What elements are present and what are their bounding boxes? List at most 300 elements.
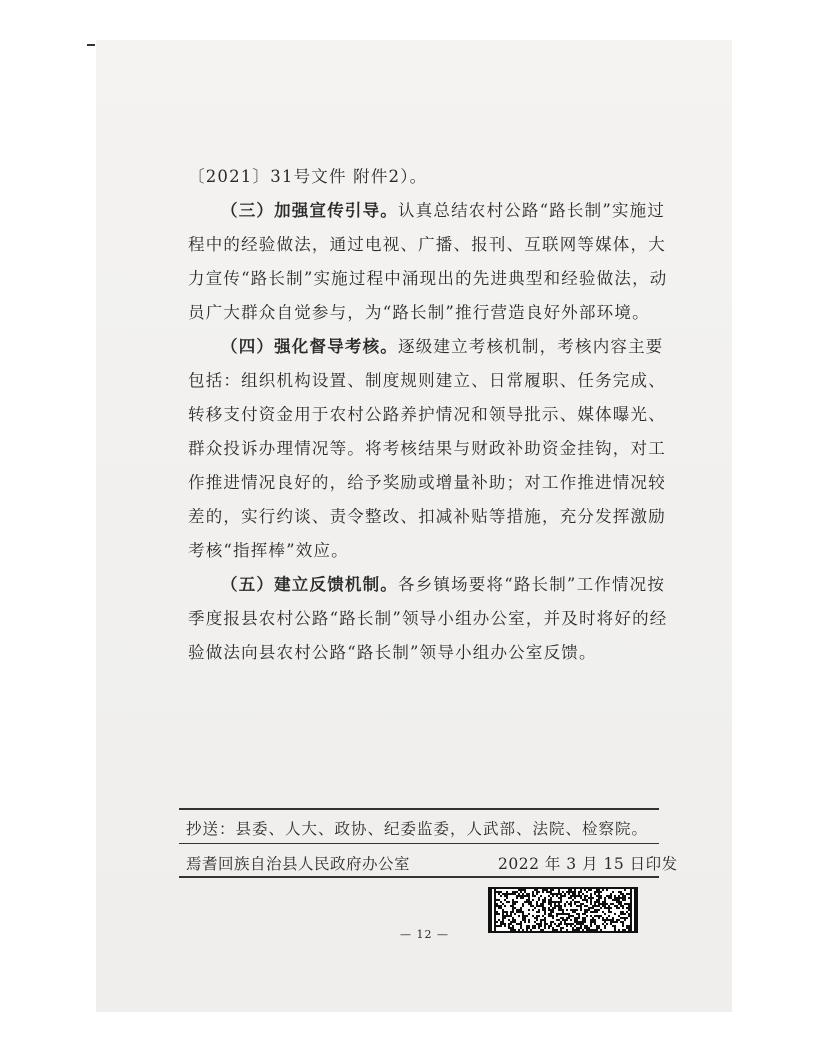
barcode-module: [512, 901, 514, 903]
barcode-module: [516, 891, 518, 893]
barcode-module: [520, 921, 522, 923]
barcode-module: [534, 895, 536, 897]
barcode-module: [574, 901, 576, 903]
barcode-module: [626, 907, 628, 909]
barcode-module: [630, 911, 632, 913]
barcode-module: [612, 903, 614, 905]
barcode-module: [584, 921, 586, 923]
barcode-module: [544, 909, 546, 911]
barcode-module: [596, 889, 598, 891]
barcode-module: [500, 925, 502, 927]
barcode-module: [598, 895, 600, 897]
barcode-module: [534, 927, 536, 929]
barcode-module: [612, 919, 614, 921]
barcode-module: [598, 905, 600, 907]
barcode-module: [526, 929, 528, 931]
barcode-module: [600, 903, 602, 905]
barcode-module: [512, 909, 514, 911]
barcode-module: [564, 905, 566, 907]
barcode-module: [590, 921, 592, 923]
barcode-module: [634, 897, 636, 899]
barcode-module: [584, 925, 586, 927]
barcode-module: [558, 905, 560, 907]
barcode-module: [540, 929, 542, 931]
barcode-module: [594, 915, 596, 917]
section-3-heading: （三）加强宣传引导。: [221, 201, 398, 220]
barcode-module: [584, 895, 586, 897]
barcode-module: [624, 889, 626, 891]
barcode-module: [534, 917, 536, 919]
barcode-module: [558, 919, 560, 921]
scan-corner-mark: [87, 44, 95, 46]
barcode-module: [618, 897, 620, 899]
barcode-module: [550, 923, 552, 925]
barcode-module: [536, 893, 538, 895]
barcode-module: [576, 929, 578, 931]
issuing-office: 焉耆回族自治县人民政府办公室: [186, 855, 411, 873]
barcode-module: [604, 903, 606, 905]
barcode-module: [562, 927, 564, 929]
barcode-module: [496, 903, 498, 905]
barcode-graphic: [490, 889, 636, 931]
barcode-module: [590, 897, 592, 899]
barcode-module: [622, 929, 624, 931]
barcode-module: [620, 911, 622, 913]
barcode-module: [582, 893, 584, 895]
barcode-module: [578, 927, 580, 929]
barcode-module: [590, 903, 592, 905]
barcode-module: [608, 895, 610, 897]
barcode-module: [490, 893, 492, 895]
barcode-module: [606, 903, 608, 905]
barcode-module: [556, 913, 558, 915]
barcode-module: [574, 925, 576, 927]
barcode-module: [544, 911, 546, 913]
barcode-module: [612, 891, 614, 893]
barcode-module: [630, 889, 632, 891]
barcode-module: [532, 915, 534, 917]
barcode-module: [624, 895, 626, 897]
barcode-module: [548, 899, 550, 901]
barcode-module: [600, 897, 602, 899]
barcode-module: [548, 901, 550, 903]
barcode-module: [542, 901, 544, 903]
barcode-module: [508, 919, 510, 921]
barcode-module: [628, 925, 630, 927]
barcode-module: [616, 905, 618, 907]
barcode-module: [556, 893, 558, 895]
barcode-module: [584, 899, 586, 901]
barcode-module: [548, 903, 550, 905]
barcode-module: [494, 921, 496, 923]
barcode-module: [616, 907, 618, 909]
barcode-module: [612, 921, 614, 923]
barcode-module: [618, 899, 620, 901]
barcode-module: [496, 899, 498, 901]
barcode-module: [582, 913, 584, 915]
barcode-module: [630, 897, 632, 899]
barcode-module: [504, 911, 506, 913]
barcode-module: [610, 903, 612, 905]
barcode-module: [572, 923, 574, 925]
barcode-module: [528, 909, 530, 911]
barcode-module: [604, 905, 606, 907]
barcode-module: [630, 923, 632, 925]
barcode-module: [590, 923, 592, 925]
barcode-module: [552, 917, 554, 919]
barcode-module: [560, 897, 562, 899]
barcode-module: [622, 893, 624, 895]
barcode-module: [634, 925, 636, 927]
barcode-module: [564, 903, 566, 905]
barcode-module: [560, 907, 562, 909]
barcode-module: [626, 893, 628, 895]
barcode-module: [514, 921, 516, 923]
barcode-module: [626, 903, 628, 905]
barcode-module: [566, 923, 568, 925]
barcode-module: [570, 895, 572, 897]
barcode-module: [590, 915, 592, 917]
barcode-module: [528, 903, 530, 905]
barcode-module: [596, 929, 598, 931]
barcode-module: [578, 929, 580, 931]
barcode-module: [526, 925, 528, 927]
barcode-module: [532, 895, 534, 897]
barcode-module: [522, 895, 524, 897]
barcode-module: [550, 897, 552, 899]
barcode-module: [608, 919, 610, 921]
barcode-module: [528, 897, 530, 899]
barcode-module: [544, 899, 546, 901]
barcode-module: [560, 905, 562, 907]
barcode-module: [538, 891, 540, 893]
barcode-module: [550, 899, 552, 901]
barcode-module: [578, 917, 580, 919]
barcode-module: [504, 895, 506, 897]
barcode-module: [512, 893, 514, 895]
barcode-module: [538, 897, 540, 899]
barcode-module: [634, 921, 636, 923]
barcode-module: [618, 903, 620, 905]
barcode-module: [520, 923, 522, 925]
barcode-module: [510, 911, 512, 913]
barcode-module: [618, 891, 620, 893]
barcode-module: [634, 923, 636, 925]
barcode-module: [548, 927, 550, 929]
barcode-module: [500, 923, 502, 925]
barcode-module: [580, 923, 582, 925]
barcode-module: [530, 903, 532, 905]
barcode-module: [604, 899, 606, 901]
barcode-module: [522, 913, 524, 915]
barcode-module: [552, 907, 554, 909]
barcode-module: [604, 919, 606, 921]
barcode-module: [560, 909, 562, 911]
barcode-module: [544, 923, 546, 925]
barcode-module: [524, 917, 526, 919]
barcode-module: [620, 893, 622, 895]
barcode-module: [514, 903, 516, 905]
barcode-module: [626, 911, 628, 913]
barcode-module: [634, 899, 636, 901]
barcode-module: [622, 913, 624, 915]
barcode-module: [544, 901, 546, 903]
barcode-module: [580, 921, 582, 923]
barcode-module: [504, 915, 506, 917]
barcode-module: [614, 899, 616, 901]
barcode-module: [490, 909, 492, 911]
barcode-module: [554, 893, 556, 895]
barcode-module: [564, 921, 566, 923]
barcode-module: [598, 927, 600, 929]
barcode-module: [614, 895, 616, 897]
barcode-module: [564, 895, 566, 897]
barcode-module: [528, 921, 530, 923]
barcode-module: [506, 913, 508, 915]
barcode-module: [490, 895, 492, 897]
barcode-module: [572, 893, 574, 895]
barcode-module: [514, 919, 516, 921]
barcode-module: [550, 891, 552, 893]
barcode-module: [550, 921, 552, 923]
barcode-module: [576, 913, 578, 915]
barcode-module: [634, 901, 636, 903]
barcode-module: [600, 895, 602, 897]
barcode-module: [586, 899, 588, 901]
barcode-module: [490, 897, 492, 899]
barcode-module: [528, 927, 530, 929]
barcode-module: [520, 925, 522, 927]
barcode-module: [570, 905, 572, 907]
barcode-module: [602, 911, 604, 913]
barcode-module: [560, 893, 562, 895]
barcode-module: [536, 891, 538, 893]
barcode-module: [594, 919, 596, 921]
barcode-module: [544, 907, 546, 909]
barcode-module: [614, 927, 616, 929]
barcode-module: [612, 917, 614, 919]
barcode-module: [546, 891, 548, 893]
barcode-module: [522, 903, 524, 905]
barcode-module: [498, 893, 500, 895]
barcode-module: [582, 917, 584, 919]
barcode-module: [594, 903, 596, 905]
barcode-module: [614, 925, 616, 927]
barcode-module: [584, 905, 586, 907]
barcode-module: [550, 909, 552, 911]
barcode-module: [490, 903, 492, 905]
barcode-module: [496, 921, 498, 923]
barcode-module: [506, 897, 508, 899]
barcode-module: [608, 909, 610, 911]
barcode-module: [570, 909, 572, 911]
barcode-module: [504, 893, 506, 895]
barcode-module: [536, 905, 538, 907]
barcode-module: [556, 895, 558, 897]
barcode-module: [620, 905, 622, 907]
barcode-module: [594, 901, 596, 903]
barcode-module: [490, 925, 492, 927]
barcode-module: [510, 923, 512, 925]
barcode-module: [634, 911, 636, 913]
barcode-module: [556, 915, 558, 917]
barcode-module: [616, 921, 618, 923]
barcode-module: [606, 917, 608, 919]
barcode-module: [614, 929, 616, 931]
barcode-module: [630, 893, 632, 895]
barcode-module: [544, 919, 546, 921]
barcode-module: [572, 891, 574, 893]
barcode-module: [576, 923, 578, 925]
barcode-module: [500, 921, 502, 923]
barcode-module: [550, 925, 552, 927]
barcode-module: [566, 913, 568, 915]
barcode-module: [510, 915, 512, 917]
barcode-module: [586, 895, 588, 897]
barcode-module: [524, 889, 526, 891]
barcode-module: [574, 897, 576, 899]
barcode-module: [584, 913, 586, 915]
barcode-module: [586, 929, 588, 931]
barcode-module: [630, 901, 632, 903]
barcode-module: [512, 899, 514, 901]
barcode-module: [598, 909, 600, 911]
barcode-module: [494, 895, 496, 897]
barcode-module: [606, 895, 608, 897]
barcode-module: [594, 891, 596, 893]
barcode-module: [494, 889, 496, 891]
barcode-module: [506, 893, 508, 895]
barcode-module: [528, 901, 530, 903]
barcode-module: [622, 917, 624, 919]
barcode-module: [610, 911, 612, 913]
barcode-module: [536, 923, 538, 925]
section-5-text: 各乡镇场要将“路长制”工作情况按季度报县农村公路“路长制”领导小组办公室，并及时将好的经验做法向县农村公路“路长制”领导小组办公室反馈。: [188, 575, 668, 662]
barcode-module: [614, 897, 616, 899]
barcode-module: [532, 899, 534, 901]
barcode-module: [618, 895, 620, 897]
barcode-module: [528, 919, 530, 921]
barcode-module: [542, 907, 544, 909]
barcode-module: [568, 913, 570, 915]
barcode-module: [566, 929, 568, 931]
barcode-module: [508, 915, 510, 917]
barcode-module: [598, 903, 600, 905]
barcode-module: [536, 889, 538, 891]
barcode-module: [550, 915, 552, 917]
barcode-module: [630, 891, 632, 893]
barcode-module: [586, 891, 588, 893]
barcode-module: [512, 919, 514, 921]
barcode-module: [538, 915, 540, 917]
barcode-module: [558, 909, 560, 911]
barcode-module: [522, 929, 524, 931]
barcode-module: [588, 889, 590, 891]
barcode-module: [532, 891, 534, 893]
barcode-module: [520, 909, 522, 911]
barcode-module: [630, 899, 632, 901]
barcode-module: [570, 915, 572, 917]
barcode-module: [618, 919, 620, 921]
barcode-module: [522, 919, 524, 921]
barcode-module: [566, 919, 568, 921]
barcode-module: [588, 897, 590, 899]
barcode-module: [552, 909, 554, 911]
barcode-module: [494, 903, 496, 905]
barcode-module: [608, 907, 610, 909]
barcode-module: [634, 889, 636, 891]
barcode-module: [580, 927, 582, 929]
barcode-module: [548, 891, 550, 893]
barcode-module: [514, 913, 516, 915]
barcode-module: [560, 929, 562, 931]
barcode-module: [622, 905, 624, 907]
barcode-module: [634, 891, 636, 893]
barcode-module: [572, 927, 574, 929]
barcode-module: [604, 927, 606, 929]
barcode-module: [634, 909, 636, 911]
barcode-module: [502, 917, 504, 919]
barcode-module: [494, 905, 496, 907]
barcode-module: [518, 911, 520, 913]
barcode-module: [594, 911, 596, 913]
barcode-module: [580, 891, 582, 893]
barcode-module: [634, 915, 636, 917]
barcode-module: [512, 929, 514, 931]
barcode-module: [524, 895, 526, 897]
barcode-module: [562, 913, 564, 915]
barcode-module: [594, 905, 596, 907]
barcode-module: [566, 917, 568, 919]
barcode-module: [518, 895, 520, 897]
section-4-paragraph: [188, 330, 668, 568]
barcode-module: [532, 909, 534, 911]
barcode-module: [568, 889, 570, 891]
barcode-module: [630, 903, 632, 905]
barcode-module: [598, 925, 600, 927]
barcode-module: [496, 905, 498, 907]
barcode-module: [596, 915, 598, 917]
barcode-module: [502, 923, 504, 925]
barcode-module: [552, 921, 554, 923]
barcode-module: [548, 913, 550, 915]
barcode-module: [602, 917, 604, 919]
barcode-module: [592, 929, 594, 931]
barcode-module: [594, 893, 596, 895]
barcode-module: [494, 891, 496, 893]
barcode-module: [630, 929, 632, 931]
barcode-module: [516, 897, 518, 899]
barcode-module: [512, 917, 514, 919]
barcode-module: [628, 897, 630, 899]
barcode-module: [552, 915, 554, 917]
barcode-module: [580, 897, 582, 899]
barcode-module: [580, 895, 582, 897]
barcode-module: [568, 897, 570, 899]
barcode-module: [578, 895, 580, 897]
barcode-module: [550, 903, 552, 905]
reference-line: 〔2021〕31号文件 附件2）。: [188, 167, 428, 186]
barcode-module: [490, 889, 492, 891]
barcode-module: [582, 921, 584, 923]
barcode-module: [554, 929, 556, 931]
barcode-module: [596, 925, 598, 927]
barcode-module: [522, 897, 524, 899]
barcode-module: [558, 913, 560, 915]
barcode-module: [630, 927, 632, 929]
barcode-module: [538, 911, 540, 913]
barcode-module: [494, 907, 496, 909]
